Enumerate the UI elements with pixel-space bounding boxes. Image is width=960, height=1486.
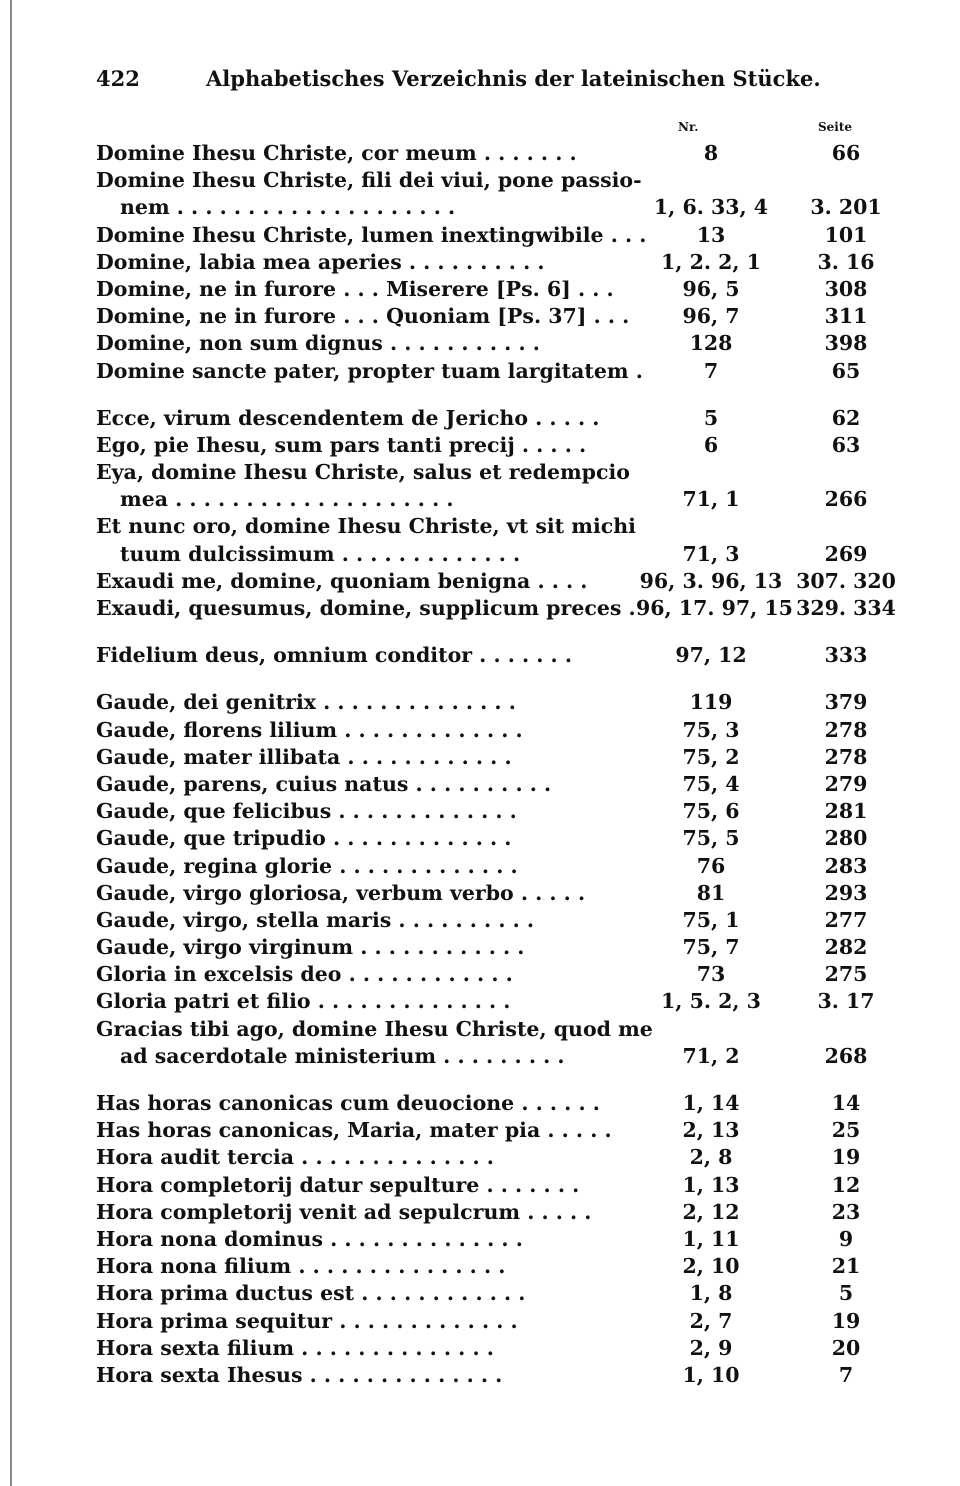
entry-seite: 266 — [824, 487, 868, 512]
entry-nr: 96, 3. 96, 13 — [639, 568, 783, 593]
entry-nr: 96, 17. 97, 15 — [636, 596, 793, 620]
entry-text: Gaude, mater illibata . . . . . . . . . . . . — [96, 744, 512, 769]
index-entry — [96, 825, 896, 852]
entry-text: Gloria patri et filio . . . . . . . . . . . . . . — [96, 989, 511, 1014]
entry-text: Eya, domine Ihesu Christe, salus et redempcio — [96, 460, 630, 485]
entry-nr: 128 — [689, 331, 733, 356]
entry-text: Has horas canonicas cum deuocione . . . . . . — [96, 1091, 600, 1115]
entry-seite: 282 — [824, 935, 868, 960]
index-entry — [96, 1117, 896, 1144]
entry-line — [96, 1199, 896, 1226]
entry-line — [96, 853, 896, 880]
entry-seite: 23 — [831, 1199, 861, 1224]
entry-seite: 280 — [824, 826, 868, 851]
entry-seite: 9 — [838, 1226, 854, 1251]
entry-line — [96, 541, 896, 568]
index-entries — [96, 140, 896, 1389]
entry-text: Domine Ihesu Christe, fili dei viui, pone passio- — [96, 168, 642, 193]
entry-seite: 62 — [831, 405, 861, 430]
entry-nr: 1, 14 — [682, 1091, 740, 1115]
entry-line — [96, 459, 896, 486]
entry-seite: 281 — [824, 799, 868, 824]
entry-line — [96, 907, 896, 934]
entry-text: Hora prima sequitur . . . . . . . . . . . . . — [96, 1308, 518, 1333]
entry-text: Domine Ihesu Christe, cor meum . . . . . . . — [96, 141, 577, 165]
entry-text: Gracias tibi ago, domine Ihesu Christe, quod me — [96, 1016, 653, 1041]
entry-seite: 307. 320 — [796, 568, 896, 593]
entry-seite: 398 — [824, 331, 868, 356]
entry-seite: 278 — [824, 744, 868, 769]
entry-seite: 101 — [824, 222, 868, 247]
entry-text: Ecce, virum descendentem de Jericho . . . . . — [96, 405, 600, 430]
entry-text: Gaude, que felicibus . . . . . . . . . . . . . — [96, 799, 517, 824]
entry-line — [96, 642, 896, 669]
entry-text: Domine, non sum dignus . . . . . . . . . . . — [96, 331, 540, 356]
index-entry — [96, 1199, 896, 1226]
entry-group — [96, 405, 896, 623]
entry-nr: 81 — [696, 880, 726, 905]
entry-seite: 3. 201 — [810, 195, 882, 220]
index-entry — [96, 167, 896, 221]
page-number: 422 — [96, 66, 140, 91]
entry-seite: 5 — [838, 1281, 854, 1306]
entry-seite: 311 — [824, 304, 868, 329]
index-entry — [96, 853, 896, 880]
index-entry — [96, 934, 896, 961]
entry-text: Gaude, florens lilium . . . . . . . . . . . . . — [96, 717, 523, 742]
entry-nr: 1, 5. 2, 3 — [661, 989, 761, 1014]
entry-seite: 66 — [831, 141, 861, 165]
index-entry — [96, 140, 896, 167]
entry-line — [96, 689, 896, 716]
entry-seite: 277 — [824, 907, 868, 932]
entry-nr: 71, 2 — [682, 1043, 740, 1068]
index-entry — [96, 689, 896, 716]
entry-nr: 75, 4 — [682, 771, 740, 796]
index-entry — [96, 330, 896, 357]
entry-group — [96, 1090, 896, 1389]
entry-group — [96, 689, 896, 1070]
entry-seite: 333 — [824, 643, 868, 668]
entry-seite: 20 — [831, 1335, 861, 1360]
entry-seite: 283 — [824, 853, 868, 878]
entry-group — [96, 140, 896, 385]
entry-line — [96, 1226, 896, 1253]
index-entry — [96, 1226, 896, 1253]
entry-seite: 329. 334 — [796, 596, 896, 620]
entry-nr: 119 — [689, 690, 733, 715]
entry-line — [96, 1280, 896, 1307]
entry-text: Gloria in excelsis deo . . . . . . . . . . . . — [96, 962, 513, 987]
index-entry — [96, 358, 896, 385]
index-entry — [96, 1090, 896, 1117]
entry-line — [96, 1090, 896, 1117]
entry-nr: 1, 6. 33, 4 — [653, 195, 769, 220]
entry-seite: 3. 16 — [817, 249, 875, 274]
entry-text: mea . . . . . . . . . . . . . . . . . . . . — [120, 487, 454, 512]
index-entry — [96, 880, 896, 907]
index-entry — [96, 222, 896, 249]
entry-line — [96, 880, 896, 907]
entry-nr: 2, 9 — [689, 1335, 733, 1360]
entry-text: Hora sexta Ihesus . . . . . . . . . . . . . . — [96, 1362, 503, 1387]
entry-line — [96, 1253, 896, 1280]
entry-seite: 25 — [831, 1118, 861, 1143]
entry-text: Domine, ne in furore . . . Quoniam [Ps. 37] . . . — [96, 304, 630, 329]
entry-text: Exaudi me, domine, quoniam benigna . . . . — [96, 568, 588, 593]
index-entry — [96, 568, 896, 595]
entry-line — [96, 167, 896, 194]
entry-seite: 275 — [824, 962, 868, 987]
entry-text: Hora sexta filium . . . . . . . . . . . . . . — [96, 1335, 494, 1360]
entry-text: Domine Ihesu Christe, lumen inextingwibile . . . — [96, 222, 647, 247]
entry-line — [96, 405, 896, 432]
page-title: Alphabetisches Verzeichnis der lateinischen Stücke. — [206, 66, 821, 91]
entry-nr: 2, 7 — [689, 1308, 733, 1333]
entry-seite: 12 — [831, 1172, 861, 1197]
index-entry — [96, 595, 896, 622]
index-entry — [96, 717, 896, 744]
entry-line — [96, 513, 896, 540]
entry-seite: 19 — [831, 1145, 861, 1170]
entry-line — [96, 934, 896, 961]
entry-line — [96, 194, 896, 221]
entry-seite: 63 — [831, 432, 861, 457]
entry-text: Exaudi, quesumus, domine, supplicum preces . — [96, 596, 636, 620]
entry-line — [96, 249, 896, 276]
entry-text: Domine sancte pater, propter tuam largitatem . — [96, 358, 643, 383]
entry-text: ad sacerdotale ministerium . . . . . . . . . — [120, 1043, 565, 1068]
entry-line — [96, 568, 896, 595]
entry-text: tuum dulcissimum . . . . . . . . . . . . . — [120, 541, 521, 566]
entry-line — [96, 744, 896, 771]
index-entry — [96, 276, 896, 303]
index-entry — [96, 798, 896, 825]
entry-text: Hora completorij datur sepulture . . . . . . . — [96, 1172, 580, 1197]
entry-line — [96, 988, 896, 1015]
entry-line — [96, 1016, 896, 1043]
entry-line — [96, 1362, 896, 1389]
entry-nr: 75, 5 — [682, 826, 740, 851]
entry-text: nem . . . . . . . . . . . . . . . . . . . . — [120, 195, 456, 220]
entry-group — [96, 642, 896, 669]
entry-nr: 1, 10 — [682, 1362, 740, 1387]
entry-line — [96, 1144, 896, 1171]
entry-text: Hora nona dominus . . . . . . . . . . . . . . — [96, 1226, 523, 1251]
index-entry — [96, 1335, 896, 1362]
entry-line — [96, 1335, 896, 1362]
index-entry — [96, 1172, 896, 1199]
entry-text: Domine, ne in furore . . . Miserere [Ps. 6] . . . — [96, 276, 614, 301]
entry-seite: 379 — [824, 690, 868, 715]
entry-text: Et nunc oro, domine Ihesu Christe, vt sit michi — [96, 514, 636, 539]
entry-line — [96, 486, 896, 513]
entry-nr: 1, 8 — [689, 1281, 733, 1306]
entry-line — [96, 222, 896, 249]
index-entry — [96, 1362, 896, 1389]
index-entry — [96, 432, 896, 459]
entry-nr: 2, 8 — [689, 1145, 733, 1170]
entry-nr: 75, 6 — [682, 799, 740, 824]
entry-line — [96, 330, 896, 357]
entry-nr: 96, 7 — [682, 304, 740, 329]
index-entry — [96, 1253, 896, 1280]
entry-text: Has horas canonicas, Maria, mater pia . . . . . — [96, 1118, 612, 1143]
entry-text: Ego, pie Ihesu, sum pars tanti precij . . . . . — [96, 432, 587, 457]
entry-line — [96, 140, 896, 167]
entry-nr: 8 — [703, 141, 719, 165]
entry-seite: 14 — [831, 1091, 861, 1115]
column-headings — [0, 120, 960, 140]
entry-nr: 7 — [703, 358, 719, 383]
entry-nr: 75, 3 — [682, 717, 740, 742]
entry-nr: 2, 10 — [682, 1254, 740, 1279]
group-separator — [96, 385, 896, 405]
index-entry — [96, 405, 896, 432]
entry-line — [96, 1043, 896, 1070]
entry-line — [96, 717, 896, 744]
column-heading-nr: Nr. — [678, 120, 699, 134]
entry-text: Gaude, regina glorie . . . . . . . . . . . . . — [96, 853, 518, 878]
entry-nr: 75, 2 — [682, 744, 740, 769]
group-separator — [96, 1070, 896, 1090]
entry-text: Gaude, virgo gloriosa, verbum verbo . . . . . — [96, 880, 586, 905]
entry-line — [96, 1117, 896, 1144]
index-entry — [96, 303, 896, 330]
entry-line — [96, 358, 896, 385]
column-heading-seite: Seite — [818, 120, 853, 134]
entry-nr: 97, 12 — [675, 643, 747, 668]
entry-text: Hora prima ductus est . . . . . . . . . . . . — [96, 1281, 526, 1306]
entry-nr: 73 — [696, 962, 726, 987]
entry-text: Hora audit tercia . . . . . . . . . . . . . . — [96, 1145, 494, 1170]
entry-seite: 21 — [831, 1254, 861, 1279]
index-entry — [96, 907, 896, 934]
entry-line — [96, 961, 896, 988]
index-entry — [96, 249, 896, 276]
index-entry — [96, 1280, 896, 1307]
entry-seite: 278 — [824, 717, 868, 742]
entry-nr: 76 — [696, 853, 726, 878]
entry-text: Fidelium deus, omnium conditor . . . . . . . — [96, 643, 572, 668]
entry-text: Gaude, dei genitrix . . . . . . . . . . . . . . — [96, 690, 516, 715]
entry-text: Hora completorij venit ad sepulcrum . . . . . — [96, 1199, 592, 1224]
entry-text: Gaude, que tripudio . . . . . . . . . . . . . — [96, 826, 512, 851]
entry-seite: 269 — [824, 541, 868, 566]
index-entry — [96, 961, 896, 988]
index-entry — [96, 771, 896, 798]
entry-line — [96, 303, 896, 330]
entry-nr: 71, 1 — [682, 487, 740, 512]
index-entry — [96, 459, 896, 513]
entry-seite: 308 — [824, 276, 868, 301]
entry-line — [96, 825, 896, 852]
entry-line — [96, 432, 896, 459]
entry-nr: 2, 12 — [682, 1199, 740, 1224]
entry-line — [96, 1308, 896, 1335]
index-entry — [96, 513, 896, 567]
index-entry — [96, 988, 896, 1015]
entry-line — [96, 1172, 896, 1199]
page-header — [96, 66, 876, 96]
entry-nr: 96, 5 — [682, 276, 740, 301]
entry-text: Domine, labia mea aperies . . . . . . . . . . — [96, 249, 545, 274]
entry-seite: 19 — [831, 1308, 861, 1333]
index-entry — [96, 1308, 896, 1335]
entry-nr: 6 — [703, 432, 719, 457]
entry-seite: 7 — [838, 1362, 854, 1387]
entry-nr: 75, 7 — [682, 935, 740, 960]
entry-nr: 2, 13 — [682, 1118, 740, 1143]
group-separator — [96, 622, 896, 642]
entry-seite: 279 — [824, 771, 868, 796]
entry-nr: 75, 1 — [682, 907, 740, 932]
entry-nr: 5 — [703, 405, 719, 430]
entry-nr: 1, 2. 2, 1 — [661, 249, 761, 274]
entry-text: Gaude, virgo virginum . . . . . . . . . . . . — [96, 935, 525, 960]
entry-line — [96, 595, 896, 622]
entry-nr: 71, 3 — [682, 541, 740, 566]
entry-text: Gaude, virgo, stella maris . . . . . . . . . . — [96, 907, 535, 932]
entry-line — [96, 798, 896, 825]
entry-seite: 268 — [824, 1043, 868, 1068]
entry-nr: 13 — [696, 222, 726, 247]
index-entry — [96, 1144, 896, 1171]
page-edge — [10, 0, 12, 1486]
index-entry — [96, 642, 896, 669]
entry-seite: 293 — [824, 880, 868, 905]
entry-text: Gaude, parens, cuius natus . . . . . . . . . . — [96, 771, 552, 796]
index-entry — [96, 1016, 896, 1070]
group-separator — [96, 669, 896, 689]
entry-nr: 1, 11 — [682, 1226, 740, 1251]
entry-nr: 1, 13 — [682, 1172, 740, 1197]
entry-line — [96, 276, 896, 303]
entry-seite: 65 — [831, 358, 861, 383]
entry-line — [96, 771, 896, 798]
index-entry — [96, 744, 896, 771]
entry-seite: 3. 17 — [817, 989, 875, 1014]
entry-text: Hora nona filium . . . . . . . . . . . . . . . — [96, 1254, 506, 1279]
